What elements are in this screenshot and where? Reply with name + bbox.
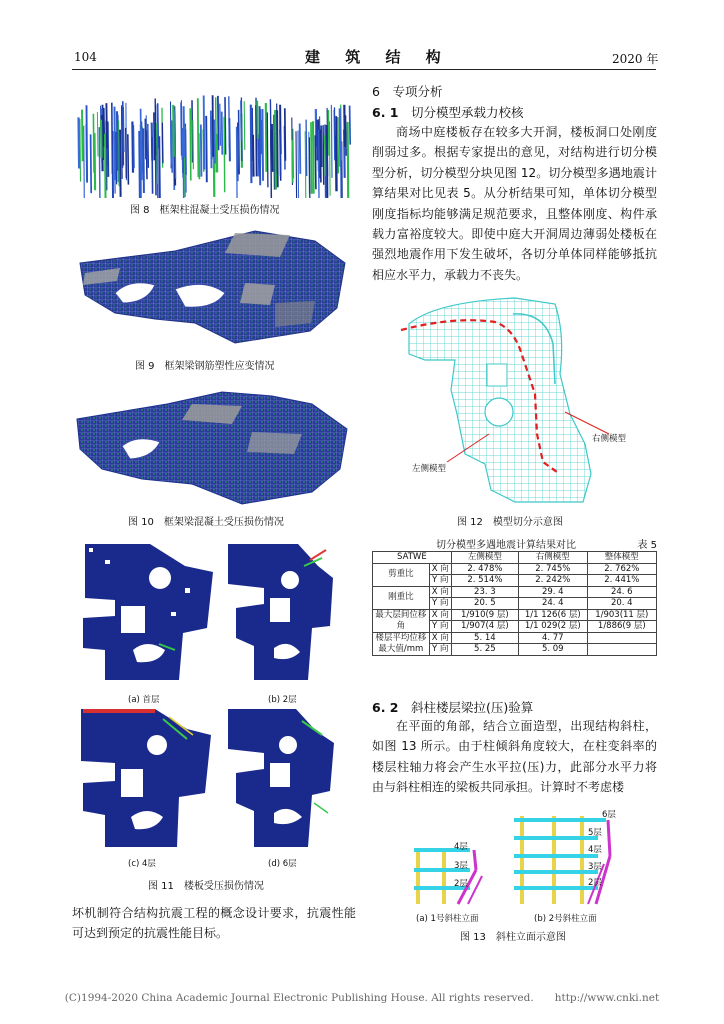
fig8-column-line <box>296 131 297 198</box>
table5-label: 表 5 <box>637 540 657 551</box>
fig10-image <box>72 384 357 509</box>
table-cell: 20. 4 <box>587 598 656 610</box>
fig8-column-line <box>106 103 107 148</box>
fig12-label-left: 左侧模型 <box>412 464 447 474</box>
year: 2020 年 <box>612 52 659 66</box>
fig8-column-line <box>222 112 223 155</box>
fig8-column-line <box>206 116 207 182</box>
fig8-column-line <box>348 122 349 198</box>
fig8-column-line <box>172 120 173 172</box>
fig13b-floor: 4层 <box>588 845 602 855</box>
table5-title: 切分模型多遇地震计算结果对比 <box>436 540 576 551</box>
fig8-column-line <box>263 109 264 181</box>
fig13-sub-a: (a) 1号斜柱立面 <box>416 914 479 924</box>
fig13b-floor: 6层 <box>602 810 616 820</box>
fig8-column-line <box>318 130 319 198</box>
table-cell: 5. 25 <box>451 644 518 656</box>
table-row <box>373 563 657 575</box>
section-6-heading <box>372 82 442 100</box>
table-cell: X 向 <box>429 609 451 621</box>
fig8-column-line <box>93 114 94 173</box>
fig13b-floor: 2层 <box>588 878 602 888</box>
table-cell: 1/910(9 层) <box>451 609 518 621</box>
fig8-column-line <box>82 110 83 162</box>
fig8-column-line <box>328 110 329 156</box>
table-cell: 2. 514% <box>451 575 518 587</box>
table-cell: 20. 5 <box>451 598 518 610</box>
fig8-column-line <box>275 110 276 190</box>
fig8-column-line <box>201 125 202 177</box>
table-cell: 1/1 126(6 层) <box>518 609 587 621</box>
fig11b-image <box>218 538 358 686</box>
fig11-caption: 图 11 楼板受压损伤情况 <box>148 881 264 892</box>
table-cell: 2. 441% <box>587 575 656 587</box>
fig8-column-line <box>117 111 118 171</box>
fig13b-floor: 5层 <box>588 828 602 838</box>
fig8-column-line <box>218 96 219 150</box>
fig8-column-line <box>311 122 312 194</box>
fig8-column-line <box>217 134 218 173</box>
table5-header: 左侧模型 <box>451 552 518 564</box>
fig11-sub-d: (d) 6层 <box>268 859 297 869</box>
fig8-column-line <box>271 130 272 198</box>
fig8-column-line <box>239 110 240 174</box>
fig13b-image <box>510 808 620 908</box>
section-6-1-paragraph: 商场中庭楼板存在较多大开洞，楼板洞口处刚度削弱过多。根据专家提出的意见，对结构进行切分模型分析，切分模型分块见图 12。切分模型多遇地震计算结果对比见表 5。从分析结果可知，单体切分模型刚度指标均能够满足规范要求，且整体刚度、构件承载力富裕度较大。即使中庭大开洞周边薄弱处楼板在强烈地震作用下发生破坏，各切分单体同样能够抵抗相应水平力，承载力不丧失。 <box>372 125 657 282</box>
fig8-column-line <box>186 129 187 175</box>
fig8-column-line <box>123 107 124 152</box>
fig8-column-line <box>159 136 160 198</box>
section-6-1-title: 切分模型承载力校核 <box>411 105 524 120</box>
fig13a-floor: 2层 <box>454 879 468 889</box>
fig11-sub-b: (b) 2层 <box>268 695 297 705</box>
fig8-column-line <box>157 123 158 184</box>
fig8-image <box>72 88 357 198</box>
table5-header-row <box>373 552 657 564</box>
table-cell: 1/886(9 层) <box>587 621 656 633</box>
fig8-column-line <box>105 134 106 198</box>
fig8-column-line <box>251 105 252 184</box>
section-6-1-num: 6. 1 <box>372 105 399 120</box>
fig8-column-line <box>128 134 129 184</box>
table-cell: 2. 478% <box>451 563 518 575</box>
fig8-column-line <box>340 108 341 166</box>
fig11d-image <box>218 705 358 853</box>
section-6-title: 专项分析 <box>392 84 443 99</box>
fig8-column-line <box>338 117 339 173</box>
fig8-column-line <box>241 101 242 142</box>
table-cell: 5. 09 <box>518 644 587 656</box>
fig8-column-line <box>317 120 318 161</box>
table-cell <box>587 632 656 644</box>
fig8-column-line <box>280 129 281 176</box>
fig11-sub-a: (a) 首层 <box>128 695 160 705</box>
fig8-column-line <box>214 120 215 164</box>
table-cell: Y 向 <box>429 644 451 656</box>
fig8-column-line <box>320 130 321 183</box>
table-cell: Y 向 <box>429 575 451 587</box>
fig8-column-line <box>309 137 310 198</box>
fig8-column-line <box>148 124 149 168</box>
fig8-column-line <box>175 113 176 179</box>
table5-header: 右侧模型 <box>518 552 587 564</box>
table-cell: 2. 242% <box>518 575 587 587</box>
table5 <box>372 551 657 656</box>
fig8-column-line <box>344 105 345 147</box>
table-cell: X 向 <box>429 632 451 644</box>
table-row <box>373 586 657 598</box>
copyright-footer: (C)1994-2020 China Academic Journal Electronic Publishing House. All rights reserved. http://www.cnki.net <box>64 992 660 1004</box>
table-cell: 24. 4 <box>518 598 587 610</box>
fig8-column-line <box>211 111 212 169</box>
fig8-column-line <box>225 97 226 155</box>
fig8-column-line <box>224 117 225 192</box>
table5-header: 整体模型 <box>587 552 656 564</box>
fig8-column-line <box>133 125 134 168</box>
header-rule <box>72 69 656 70</box>
fig8-column-line <box>155 99 156 156</box>
left-closing-text: 坏机制符合结构抗震工程的概念设计要求，抗震性能可达到预定的抗震性能目标。 <box>72 906 356 941</box>
fig8-column-line <box>213 95 214 157</box>
page-number: 104 <box>74 50 97 64</box>
fig8-column-line <box>122 107 123 179</box>
fig8-column-line <box>229 118 230 161</box>
table5-group-name: 刚重比 <box>373 586 430 609</box>
fig8-column-line <box>162 123 163 164</box>
fig10-caption: 图 10 框架梁混凝土受压损伤情况 <box>128 517 284 528</box>
fig8-column-line <box>108 122 109 177</box>
fig13a-floor: 3层 <box>454 861 468 871</box>
section-6-2-num: 6. 2 <box>372 700 399 715</box>
fig8-column-line <box>143 128 144 193</box>
fig8-column-line <box>285 108 286 161</box>
fig8-column-line <box>87 105 88 182</box>
fig8-column-line <box>126 128 127 178</box>
fig12-image <box>395 294 645 506</box>
table-cell: Y 向 <box>429 621 451 633</box>
table-cell: 1/903(11 层) <box>587 609 656 621</box>
fig8-column-line <box>190 108 191 180</box>
fig8-column-line <box>80 119 81 182</box>
fig8-caption: 图 8 框架柱混凝土受压损伤情况 <box>130 205 280 216</box>
fig8-column-line <box>305 131 306 198</box>
fig8-column-line <box>99 127 100 198</box>
table5-group-name: 最大层间位移角 <box>373 609 430 632</box>
fig8-column-line <box>323 125 324 185</box>
table-cell: X 向 <box>429 586 451 598</box>
table-cell: 1/907(4 层) <box>451 621 518 633</box>
table-cell: 2. 762% <box>587 563 656 575</box>
fig8-column-line <box>220 104 221 146</box>
fig11c-image <box>75 705 215 853</box>
fig8-column-line <box>313 121 314 193</box>
fig8-column-line <box>198 98 199 177</box>
fig9-caption: 图 9 框架梁钢筋塑性应变情况 <box>135 361 275 372</box>
fig8-column-line <box>79 117 80 168</box>
section-6-1-heading <box>372 103 524 121</box>
fig8-column-line <box>119 121 120 187</box>
fig11-sub-c: (c) 4层 <box>128 859 156 869</box>
fig8-column-line <box>306 120 307 176</box>
fig12-label-right: 右侧模型 <box>592 434 627 444</box>
table-cell: 23. 3 <box>451 586 518 598</box>
fig8-column-line <box>84 126 85 198</box>
fig8-column-line <box>298 131 299 199</box>
fig8-column-line <box>330 121 331 195</box>
fig8-column-line <box>336 116 337 191</box>
table-cell: Y 向 <box>429 598 451 610</box>
fig8-column-line <box>154 112 155 160</box>
section-6-2-paragraph: 在平面的角部，结合立面造型，出现结构斜柱，如图 13 所示。由于柱倾斜角度较大，在柱变斜率的楼层柱轴力将会产生水平拉(压)力，此部分水平力将由与斜柱相连的梁板共同承担。计算时不考虑楼 <box>372 719 657 795</box>
fig8-column-line <box>277 104 278 175</box>
table-cell: 24. 6 <box>587 586 656 598</box>
fig12-caption: 图 12 模型切分示意图 <box>457 517 563 528</box>
fig8-column-line <box>327 108 328 176</box>
fig13-sub-b: (b) 2号斜柱立面 <box>534 914 597 924</box>
fig13-caption: 图 13 斜柱立面示意图 <box>460 932 566 943</box>
fig8-column-line <box>115 107 116 181</box>
table-row <box>373 609 657 621</box>
table-cell: 4. 77 <box>518 632 587 644</box>
table5-group-name: 楼层平均位移最大值/mm <box>373 632 430 655</box>
fig8-column-line <box>171 125 172 164</box>
fig8-column-line <box>182 128 183 178</box>
fig8-column-line <box>238 123 239 182</box>
table-row <box>373 632 657 644</box>
fig13b-floor: 3层 <box>588 862 602 872</box>
fig8-column-line <box>266 103 267 172</box>
fig8-column-line <box>91 134 92 193</box>
fig8-column-line <box>253 135 254 177</box>
fig8-column-line <box>97 112 98 157</box>
fig8-column-line <box>139 131 140 198</box>
fig8-column-line <box>173 105 174 157</box>
table5-group-name: 剪重比 <box>373 563 430 586</box>
fig8-column-line <box>204 96 205 170</box>
fig8-column-line <box>300 124 301 174</box>
section-6-num: 6 <box>372 84 380 99</box>
fig8-column-line <box>346 115 347 155</box>
fig8-column-line <box>184 106 185 157</box>
fig8-column-line <box>101 120 102 159</box>
journal-title: 建 筑 结 构 <box>305 48 451 66</box>
section-6-2-title: 斜柱楼层梁拉(压)验算 <box>411 700 534 715</box>
fig8-column-line <box>237 127 238 198</box>
fig8-column-line <box>292 140 293 183</box>
table5-header: SATWE <box>373 552 452 564</box>
table-cell: X 向 <box>429 563 451 575</box>
table-cell <box>587 644 656 656</box>
fig8-column-line <box>145 119 146 160</box>
fig8-column-line <box>152 137 153 194</box>
fig8-column-line <box>244 101 245 150</box>
fig8-column-line <box>334 110 335 160</box>
fig8-column-line <box>267 112 268 187</box>
fig8-column-line <box>257 101 258 139</box>
table-cell: 5. 14 <box>451 632 518 644</box>
fig8-column-line <box>331 105 332 178</box>
fig13a-floor: 4层 <box>454 842 468 852</box>
table-cell: 2. 745% <box>518 563 587 575</box>
table-cell: 1/1 029(2 层) <box>518 621 587 633</box>
section-6-2-heading <box>372 698 533 716</box>
fig8-column-line <box>272 124 273 172</box>
fig8-column-line <box>260 106 261 185</box>
fig8-column-line <box>181 102 182 155</box>
fig8-column-line <box>112 103 113 174</box>
fig8-column-line <box>193 120 194 169</box>
fig8-column-line <box>141 109 142 165</box>
fig8-column-line <box>120 130 121 197</box>
fig8-column-line <box>315 135 316 189</box>
fig11a-image <box>75 538 215 686</box>
fig8-column-line <box>325 135 326 176</box>
fig8-column-line <box>350 106 351 145</box>
table-cell: 29. 4 <box>518 586 587 598</box>
fig9-image <box>75 223 355 348</box>
